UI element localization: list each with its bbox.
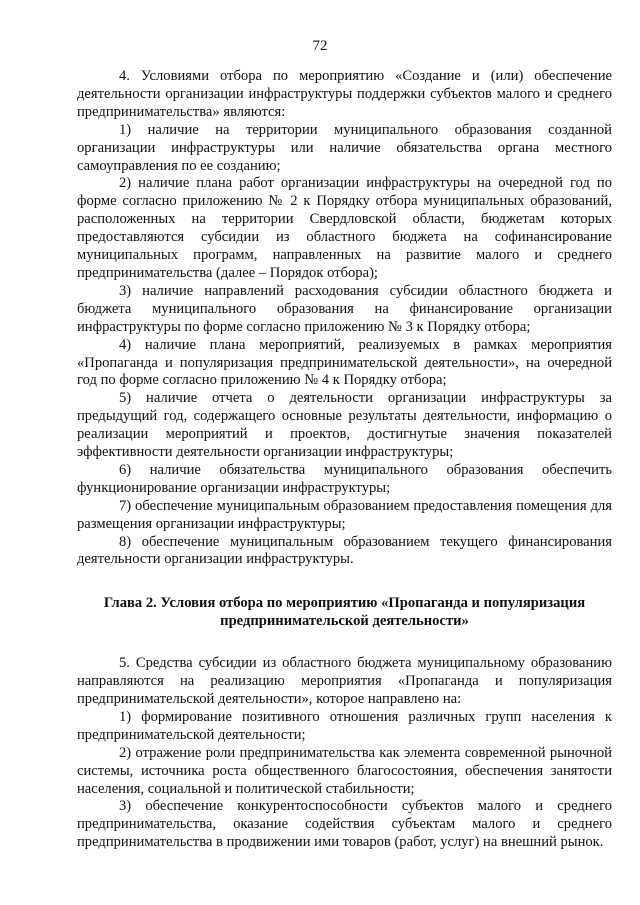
page-number: 72 — [312, 38, 328, 54]
document-body — [77, 68, 612, 852]
list-item-4-1: 1) наличие на территории муниципального образования созданной организации инфраструктуры или наличие обязательства органа местного самоуправления по ее созданию; — [77, 121, 612, 174]
chapter-heading-line-1: Глава 2. Условия отбора по мероприятию «Пропаганда и популяризация — [103, 595, 586, 612]
list-item-5-1: 1) формирование позитивного отношения различных групп населения к предпринимательской деятельности; — [77, 708, 612, 743]
list-item-4-2: 2) наличие плана работ организации инфраструктуры на очередной год по форме согласно приложению № 2 к Порядку отбора муниципальных образований, расположенных на территории Свердловской области, бюджетам которых предоставляются субсидии из областного бюджета на софинансирование муниципальных программ, направленных на развитие малого и среднего предпринимательства (далее – Порядок отбора); — [77, 175, 612, 281]
list-item-4-7: 7) обеспечение муниципальным образованием предоставления помещения для размещения организации инфраструктуры; — [77, 497, 612, 532]
list-item-5-3: 3) обеспечение конкурентоспособности субъектов малого и среднего предпринимательства, оказание содействия субъектам малого и среднего предпринимательства в продвижении ими товаров (работ, услуг) на внешний рынок. — [77, 798, 612, 851]
list-item-4-6: 6) наличие обязательства муниципального образования обеспечить функционирование организации инфраструктуры; — [77, 461, 612, 496]
chapter-heading — [77, 595, 612, 631]
list-item-4-5: 5) наличие отчета о деятельности организации инфраструктуры за предыдущий год, содержащего основные результаты деятельности, информацию о реализации мероприятий и проектов, достигнутые значения показателей эффективности деятельности организации инфраструктуры; — [77, 390, 612, 461]
list-item-4-4: 4) наличие плана мероприятий, реализуемых в рамках мероприятия «Пропаганда и популяризация предпринимательской деятельности», на очередной год по форме согласно приложению № 4 к Порядку отбора; — [77, 336, 612, 389]
list-item-4-8: 8) обеспечение муниципальным образованием текущего финансирования деятельности организации инфраструктуры. — [77, 533, 612, 568]
paragraph-4: 4. Условиями отбора по мероприятию «Создание и (или) обеспечение деятельности организации инфраструктуры поддержки субъектов малого и среднего предпринимательства» являются: — [77, 68, 612, 120]
list-item-5-2: 2) отражение роли предпринимательства как элемента современной рыночной системы, источника роста общественного благосостояния, обеспечения занятости населения, социальной и политической стабильности; — [77, 744, 612, 797]
list-item-4-3: 3) наличие направлений расходования субсидии областного бюджета и бюджета муниципального образования на финансирование организации инфраструктуры по форме согласно приложению № 3 к Порядку отбора; — [77, 282, 612, 335]
paragraph-5: 5. Средства субсидии из областного бюджета муниципальному образованию направляются на реализацию мероприятия «Пропаганда и популяризация предпринимательской деятельности», которое направлено на: — [77, 655, 612, 707]
chapter-heading-line-2: предпринимательской деятельности» — [220, 613, 469, 630]
